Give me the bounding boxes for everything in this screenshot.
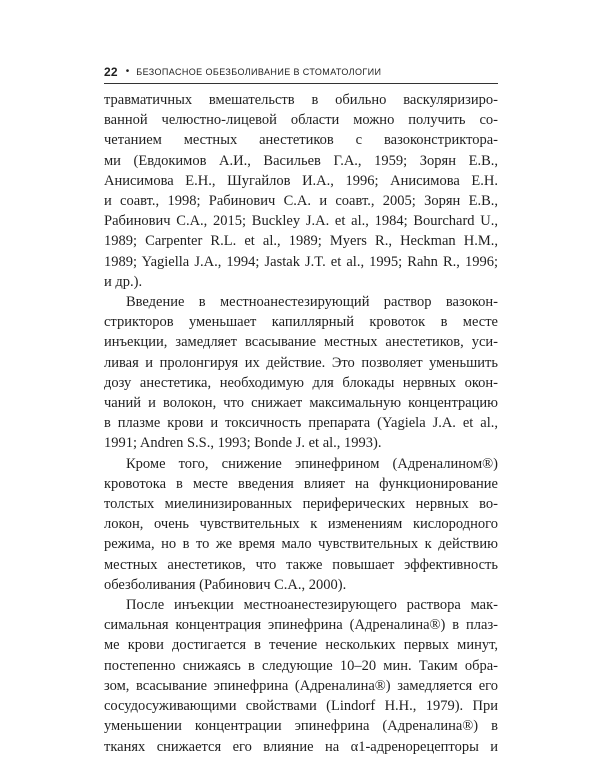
text-line: симальная концентрация эпинефрина (Адреналина®) в плаз-: [104, 617, 498, 634]
text-line: постепенно снижаясь в следующие 10–20 мин. Таким обра-: [104, 657, 498, 674]
text-line: стрикторов уменьшает капиллярный кровоток в месте: [104, 314, 498, 331]
paragraph-2: [104, 292, 498, 454]
text-line: обезболивания (Рабинович С.А., 2000).: [104, 576, 347, 593]
text-line: толстых миелинизированных периферических нервных во-: [104, 496, 498, 513]
text-line: ми (Евдокимов А.И., Васильев Г.А., 1959; Зорян Е.В.,: [104, 152, 498, 169]
text-line: травматичных вмешательств в обильно васкуляризиро-: [104, 92, 498, 108]
running-header: [104, 62, 498, 82]
text-line: Рабинович С.А., 2015; Buckley J.A. et al., 1984; Bourchard U.,: [104, 213, 498, 230]
text-line: инъекции, замедляет всасывание местных анестетиков, уси-: [104, 334, 498, 351]
paragraph-4: [104, 595, 498, 757]
text-line: дозу анестетика, необходимую для блокады нервных окон-: [104, 374, 498, 391]
text-line: местных анестетиков, что также повышает эффективность: [104, 556, 498, 573]
text-line: ванной челюстно-лицевой области можно получить со-: [104, 112, 498, 129]
text-line: локон, очень чувствительных к изменениям кислородного: [104, 516, 498, 533]
text-line: кровотока в месте введения влияет на функционирование: [104, 475, 498, 492]
body-text: [104, 90, 498, 757]
text-line: режима, но в то же время мало чувствительных к действию: [104, 536, 498, 553]
text-line: ливая и пролонгируя их действие. Это позволяет уменьшить: [104, 354, 498, 371]
paragraph-3: [104, 454, 498, 595]
text-line: 1991; Andren S.S., 1993; Bonde J. et al., 1993).: [104, 435, 382, 452]
text-line: 1989; Yagiella J.A., 1994; Jastak J.T. et al., 1995; Rahn R., 1996;: [104, 253, 498, 270]
bullet-icon: •: [125, 66, 130, 77]
text-line: тканях снижается его влияние на α1-адренорецепторы и: [104, 738, 498, 755]
text-line: ме крови достигается в течение нескольких первых минут,: [104, 637, 498, 654]
text-line: Введение в местноанестезирующий раствор вазокон-: [126, 294, 498, 311]
text-line: зом, всасывание эпинефрина (Адреналина®) замедляется его: [104, 677, 498, 694]
header-rule: [104, 83, 498, 84]
text-line: сосудосуживающими свойствами (Lindorf H.H., 1979). При: [104, 698, 498, 715]
text-line: уменьшении концентрации эпинефрина (Адреналина®) в: [104, 718, 498, 735]
text-line: Кроме того, снижение эпинефрином (Адреналином®): [126, 455, 498, 472]
text-line: Анисимова Е.Н., Шугайлов И.А., 1996; Анисимова Е.Н.: [104, 172, 498, 189]
text-line: 1989; Carpenter R.L. et al., 1989; Myers R., Heckman H.M.,: [104, 233, 498, 250]
page-number: 22: [104, 65, 118, 79]
text-line: и соавт., 1998; Рабинович С.А. и соавт., 2005; Зорян Е.В.,: [104, 193, 498, 210]
text-line: После инъекции местноанестезирующего раствора мак-: [126, 597, 498, 614]
section-title: БЕЗОПАСНОЕ ОБЕЗБОЛИВАНИЕ В СТОМАТОЛОГИИ: [136, 67, 382, 77]
text-line: в плазме крови и токсичность препарата (Yagiela J.A. et al.,: [104, 415, 498, 432]
text-line: и др.).: [104, 273, 143, 290]
paragraph-1: [104, 90, 498, 292]
text-line: чаний и волокон, что снижает максимальную концентрацию: [104, 395, 498, 412]
text-line: четанием местных анестетиков с вазоконстриктора-: [104, 132, 498, 149]
